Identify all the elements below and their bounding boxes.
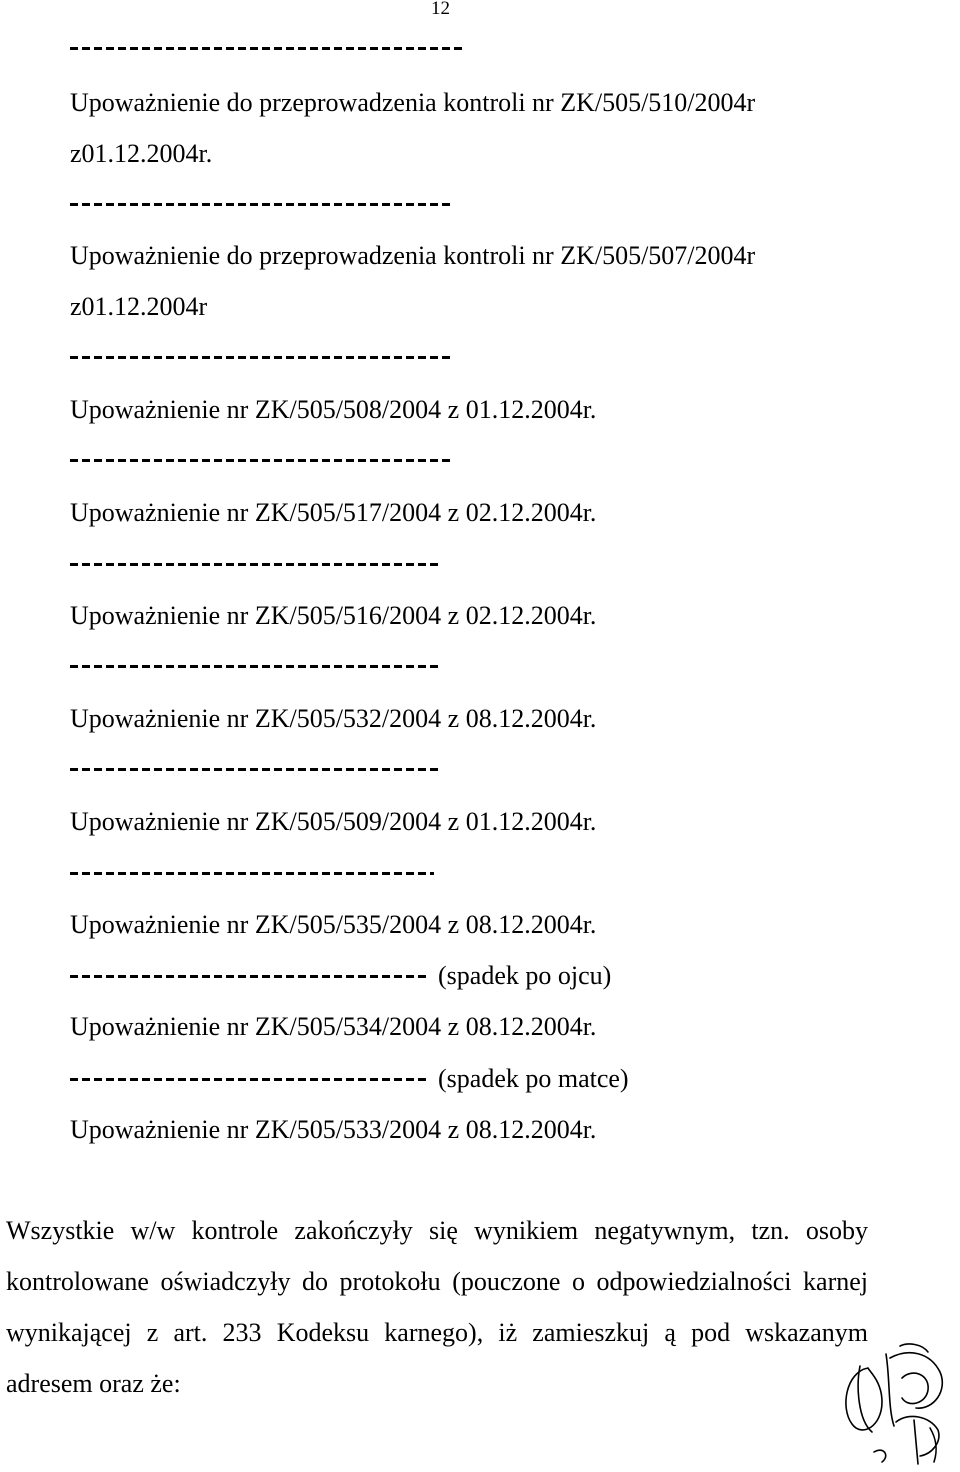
separator-line	[70, 1078, 430, 1081]
separator-line	[70, 665, 442, 668]
signature	[838, 1338, 956, 1466]
separator-row	[70, 961, 611, 989]
entry-10-line: Upoważnienie nr ZK/505/533/2004 z 08.12.2004r.	[70, 1115, 597, 1144]
closing-paragraph: Wszystkie w/w kontrole zakończyły się wynikiem negatywnym, tzn. osoby kontrolowane oświadczyły do protokołu (pouczone o odpowiedzialności karnej wynikającej z art. 233 Kodeksu karnego), iż zamieszkuj ą pod wskazanym adresem oraz że:	[6, 1216, 868, 1398]
page-number: 12	[431, 0, 450, 19]
separator-line	[70, 459, 454, 462]
entry-5-line: Upoważnienie nr ZK/505/516/2004 z 02.12.2004r.	[70, 601, 597, 630]
entry-6-line: Upoważnienie nr ZK/505/532/2004 z 08.12.2004r.	[70, 704, 597, 733]
separator-line	[70, 356, 454, 359]
entry-7-line: Upoważnienie nr ZK/505/509/2004 z 01.12.2004r.	[70, 807, 597, 836]
entry-2-continuation: z01.12.2004r	[70, 292, 208, 321]
separator-line	[70, 203, 454, 206]
entry-8-line: Upoważnienie nr ZK/505/535/2004 z 08.12.2004r.	[70, 910, 597, 939]
separator-line	[70, 768, 442, 771]
entry-3-line: Upoważnienie nr ZK/505/508/2004 z 01.12.2004r.	[70, 395, 597, 424]
separator-note: (spadek po matce)	[438, 1064, 629, 1094]
entry-4-line: Upoważnienie nr ZK/505/517/2004 z 02.12.2004r.	[70, 498, 597, 527]
separator-row	[70, 1064, 629, 1092]
entry-2-line: Upoważnienie do przeprowadzenia kontroli nr ZK/505/507/2004r	[70, 241, 756, 270]
separator-line	[70, 872, 434, 875]
separator-line	[70, 563, 442, 566]
entry-1-continuation: z01.12.2004r.	[70, 139, 213, 168]
separator-note: (spadek po ojcu)	[438, 961, 612, 991]
entry-1-line: Upoważnienie do przeprowadzenia kontroli nr ZK/505/510/2004r	[70, 88, 756, 117]
separator-line	[70, 975, 430, 978]
separator-line	[70, 47, 462, 50]
entry-9-line: Upoważnienie nr ZK/505/534/2004 z 08.12.2004r.	[70, 1012, 597, 1041]
